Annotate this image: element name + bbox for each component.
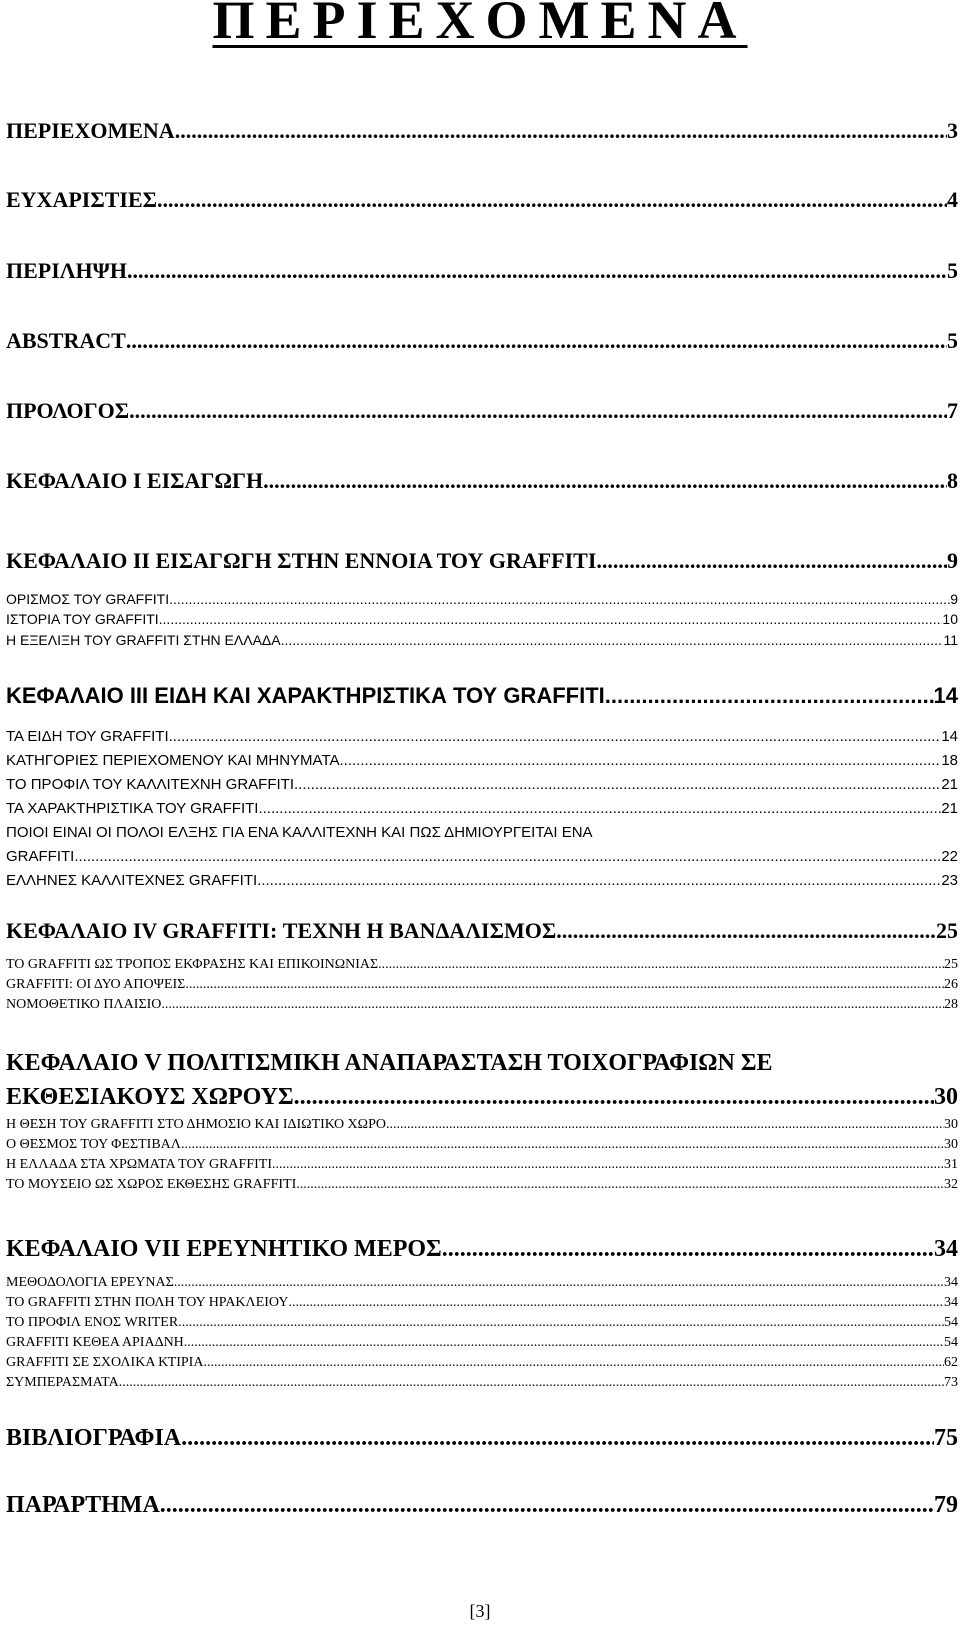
toc-entry[interactable]: ΤΟ ΠΡΟΦΙΛ ΤΟΥ ΚΑΛΛΙΤΕΧΝΗ GRAFFITI ..... 21 bbox=[6, 776, 958, 793]
toc-entry[interactable]: ΤΑ ΧΑΡΑΚΤΗΡΙΣΤΙΚΑ ΤΟΥ GRAFFITI ..... 21 bbox=[6, 800, 958, 817]
toc-entry[interactable]: ΤΑ ΕΙΔΗ ΤΟΥ GRAFFITI ..... 14 bbox=[6, 728, 958, 745]
page-number: [3] bbox=[469, 1601, 491, 1621]
toc-entry[interactable]: Η ΕΞΕΛΙΞΗ ΤΟΥ GRAFFITI ΣΤΗΝ ΕΛΛΑΔΑ ..... 11 bbox=[6, 632, 958, 648]
toc-entry[interactable]: ΣΥΜΠΕΡΑΣΜΑΤΑ ..... 73 bbox=[6, 1375, 958, 1391]
toc-entry[interactable]: ΟΡΙΣΜΟΣ ΤΟΥ GRAFFITI ..... 9 bbox=[6, 591, 958, 607]
toc-entry[interactable]: ΜΕΘΟΔΟΛΟΓΙΑ ΕΡΕΥΝΑΣ ..... 34 bbox=[6, 1275, 958, 1291]
toc-entry[interactable]: ΠΑΡΑΡΤΗΜΑ ..... 79 bbox=[6, 1492, 958, 1519]
toc-entry[interactable]: ΚΕΦΑΛΑΙΟ ΙΙ ΕΙΣΑΓΩΓΗ ΣΤΗΝ ΕΝΝΟΙΑ ΤΟΥ GRAFFITI ..... 9 bbox=[6, 548, 958, 574]
toc-entry[interactable]: ΠΕΡΙΕΧΟΜΕΝΑ ..... 3 bbox=[6, 118, 958, 144]
toc-entry[interactable]: ΒΙΒΛΙΟΓΡΑΦΙΑ ..... 75 bbox=[6, 1425, 958, 1452]
toc-entry[interactable]: GRAFFITI ΣΕ ΣΧΟΛΙΚΑ ΚΤΙΡΙΑ ..... 62 bbox=[6, 1355, 958, 1371]
toc-entry[interactable]: ΤΟ GRAFFITI ΣΤΗΝ ΠΟΛΗ ΤΟΥ ΗΡΑΚΛΕΙΟΥ ..... 34 bbox=[6, 1295, 958, 1311]
toc-entry[interactable]: ΚΕΦΑΛΑΙΟ VII ΕΡΕΥΝΗΤΙΚΟ ΜΕΡΟΣ ..... 34 bbox=[6, 1236, 958, 1263]
toc-entry[interactable]: ΠΡΟΛΟΓΟΣ ..... 7 bbox=[6, 398, 958, 424]
toc-entry[interactable]: ΝΟΜΟΘΕΤΙΚΟ ΠΛΑΙΣΙΟ ..... 28 bbox=[6, 997, 958, 1013]
toc-entry[interactable]: GRAFFITI: ΟΙ ΔΥΟ ΑΠΟΨΕΙΣ ..... 26 bbox=[6, 977, 958, 993]
toc-entry[interactable]: ABSTRACT ..... 5 bbox=[6, 328, 958, 354]
toc-entry[interactable]: GRAFFITI ..... 22 bbox=[6, 848, 958, 865]
toc-entry[interactable]: ΤΟ ΜΟΥΣΕΙΟ ΩΣ ΧΩΡΟΣ ΕΚΘΕΣΗΣ GRAFFITI ..... 32 bbox=[6, 1177, 958, 1193]
toc-entry[interactable]: GRAFFITI ΚΕΘΕΑ ΑΡΙΑΔΝΗ ..... 54 bbox=[6, 1335, 958, 1351]
toc-entry[interactable]: Η ΕΛΛΑΔΑ ΣΤΑ ΧΡΩΜΑΤΑ ΤΟΥ GRAFFITI ..... 31 bbox=[6, 1157, 958, 1173]
toc-entry-continued[interactable]: ΠΟΙΟΙ ΕΙΝΑΙ ΟΙ ΠΟΛΟΙ ΕΛΞΗΣ ΓΙΑ ΕΝΑ ΚΑΛΛΙΤΕΧΝΗ ΚΑΙ ΠΩΣ ΔΗΜΙΟΥΡΓΕΙΤΑΙ ΕΝΑ bbox=[6, 824, 593, 841]
toc-entry[interactable]: ΚΕΦΑΛΑΙΟ IV GRAFFITI: ΤΕΧΝΗ Η ΒΑΝΔΑΛΙΣΜΟΣ ..... 25 bbox=[6, 918, 958, 944]
toc-entry-continued[interactable]: ΚΕΦΑΛΑΙΟ V ΠΟΛΙΤΙΣΜΙΚΗ ΑΝΑΠΑΡΑΣΤΑΣΗ ΤΟΙΧΟΓΡΑΦΙΩΝ ΣΕ bbox=[6, 1050, 773, 1076]
toc-entry[interactable]: ΚΕΦΑΛΑΙΟ Ι ΕΙΣΑΓΩΓΗ ..... 8 bbox=[6, 468, 958, 494]
toc-entry[interactable]: Η ΘΕΣΗ ΤΟΥ GRAFFITI ΣΤΟ ΔΗΜΟΣΙΟ ΚΑΙ ΙΔΙΩΤΙΚΟ ΧΩΡΟ ..... 30 bbox=[6, 1117, 958, 1133]
page-title: ΠΕΡΙΕΧΟΜΕΝΑ bbox=[212, 0, 748, 50]
toc-entry[interactable]: Ο ΘΕΣΜΟΣ ΤΟΥ ΦΕΣΤΙΒΑΛ ..... 30 bbox=[6, 1137, 958, 1153]
toc-entry[interactable]: ΠΕΡΙΛΗΨΗ ..... 5 bbox=[6, 258, 958, 284]
toc-entry[interactable]: ΚΑΤΗΓΟΡΙΕΣ ΠΕΡΙΕΧΟΜΕΝΟΥ ΚΑΙ ΜΗΝΥΜΑΤΑ ..... 18 bbox=[6, 752, 958, 769]
toc-entry[interactable]: ΚΕΦΑΛΑΙΟ ΙΙΙ ΕΙΔΗ ΚΑΙ ΧΑΡΑΚΤΗΡΙΣΤΙΚΑ ΤΟΥ GRAFFITI ..... 14 bbox=[6, 683, 958, 709]
toc-entry[interactable]: ΕΛΛΗΝΕΣ ΚΑΛΛΙΤΕΧΝΕΣ GRAFFITI ..... 23 bbox=[6, 872, 958, 889]
toc-entry[interactable]: ΙΣΤΟΡΙΑ ΤΟΥ GRAFFITI ..... 10 bbox=[6, 611, 958, 627]
toc-entry[interactable]: ΤΟ GRAFFITI ΩΣ ΤΡΟΠΟΣ ΕΚΦΡΑΣΗΣ ΚΑΙ ΕΠΙΚΟΙΝΩΝΙΑΣ ..... 25 bbox=[6, 957, 958, 973]
toc-entry[interactable]: ΕΚΘΕΣΙΑΚΟΥΣ ΧΩΡΟΥΣ ..... 30 bbox=[6, 1084, 958, 1111]
toc-entry[interactable]: ΕΥΧΑΡΙΣΤΙΕΣ ..... 4 bbox=[6, 187, 958, 213]
toc-entry[interactable]: ΤΟ ΠΡΟΦΙΛ ΕΝΟΣ WRITER ..... 54 bbox=[6, 1315, 958, 1331]
